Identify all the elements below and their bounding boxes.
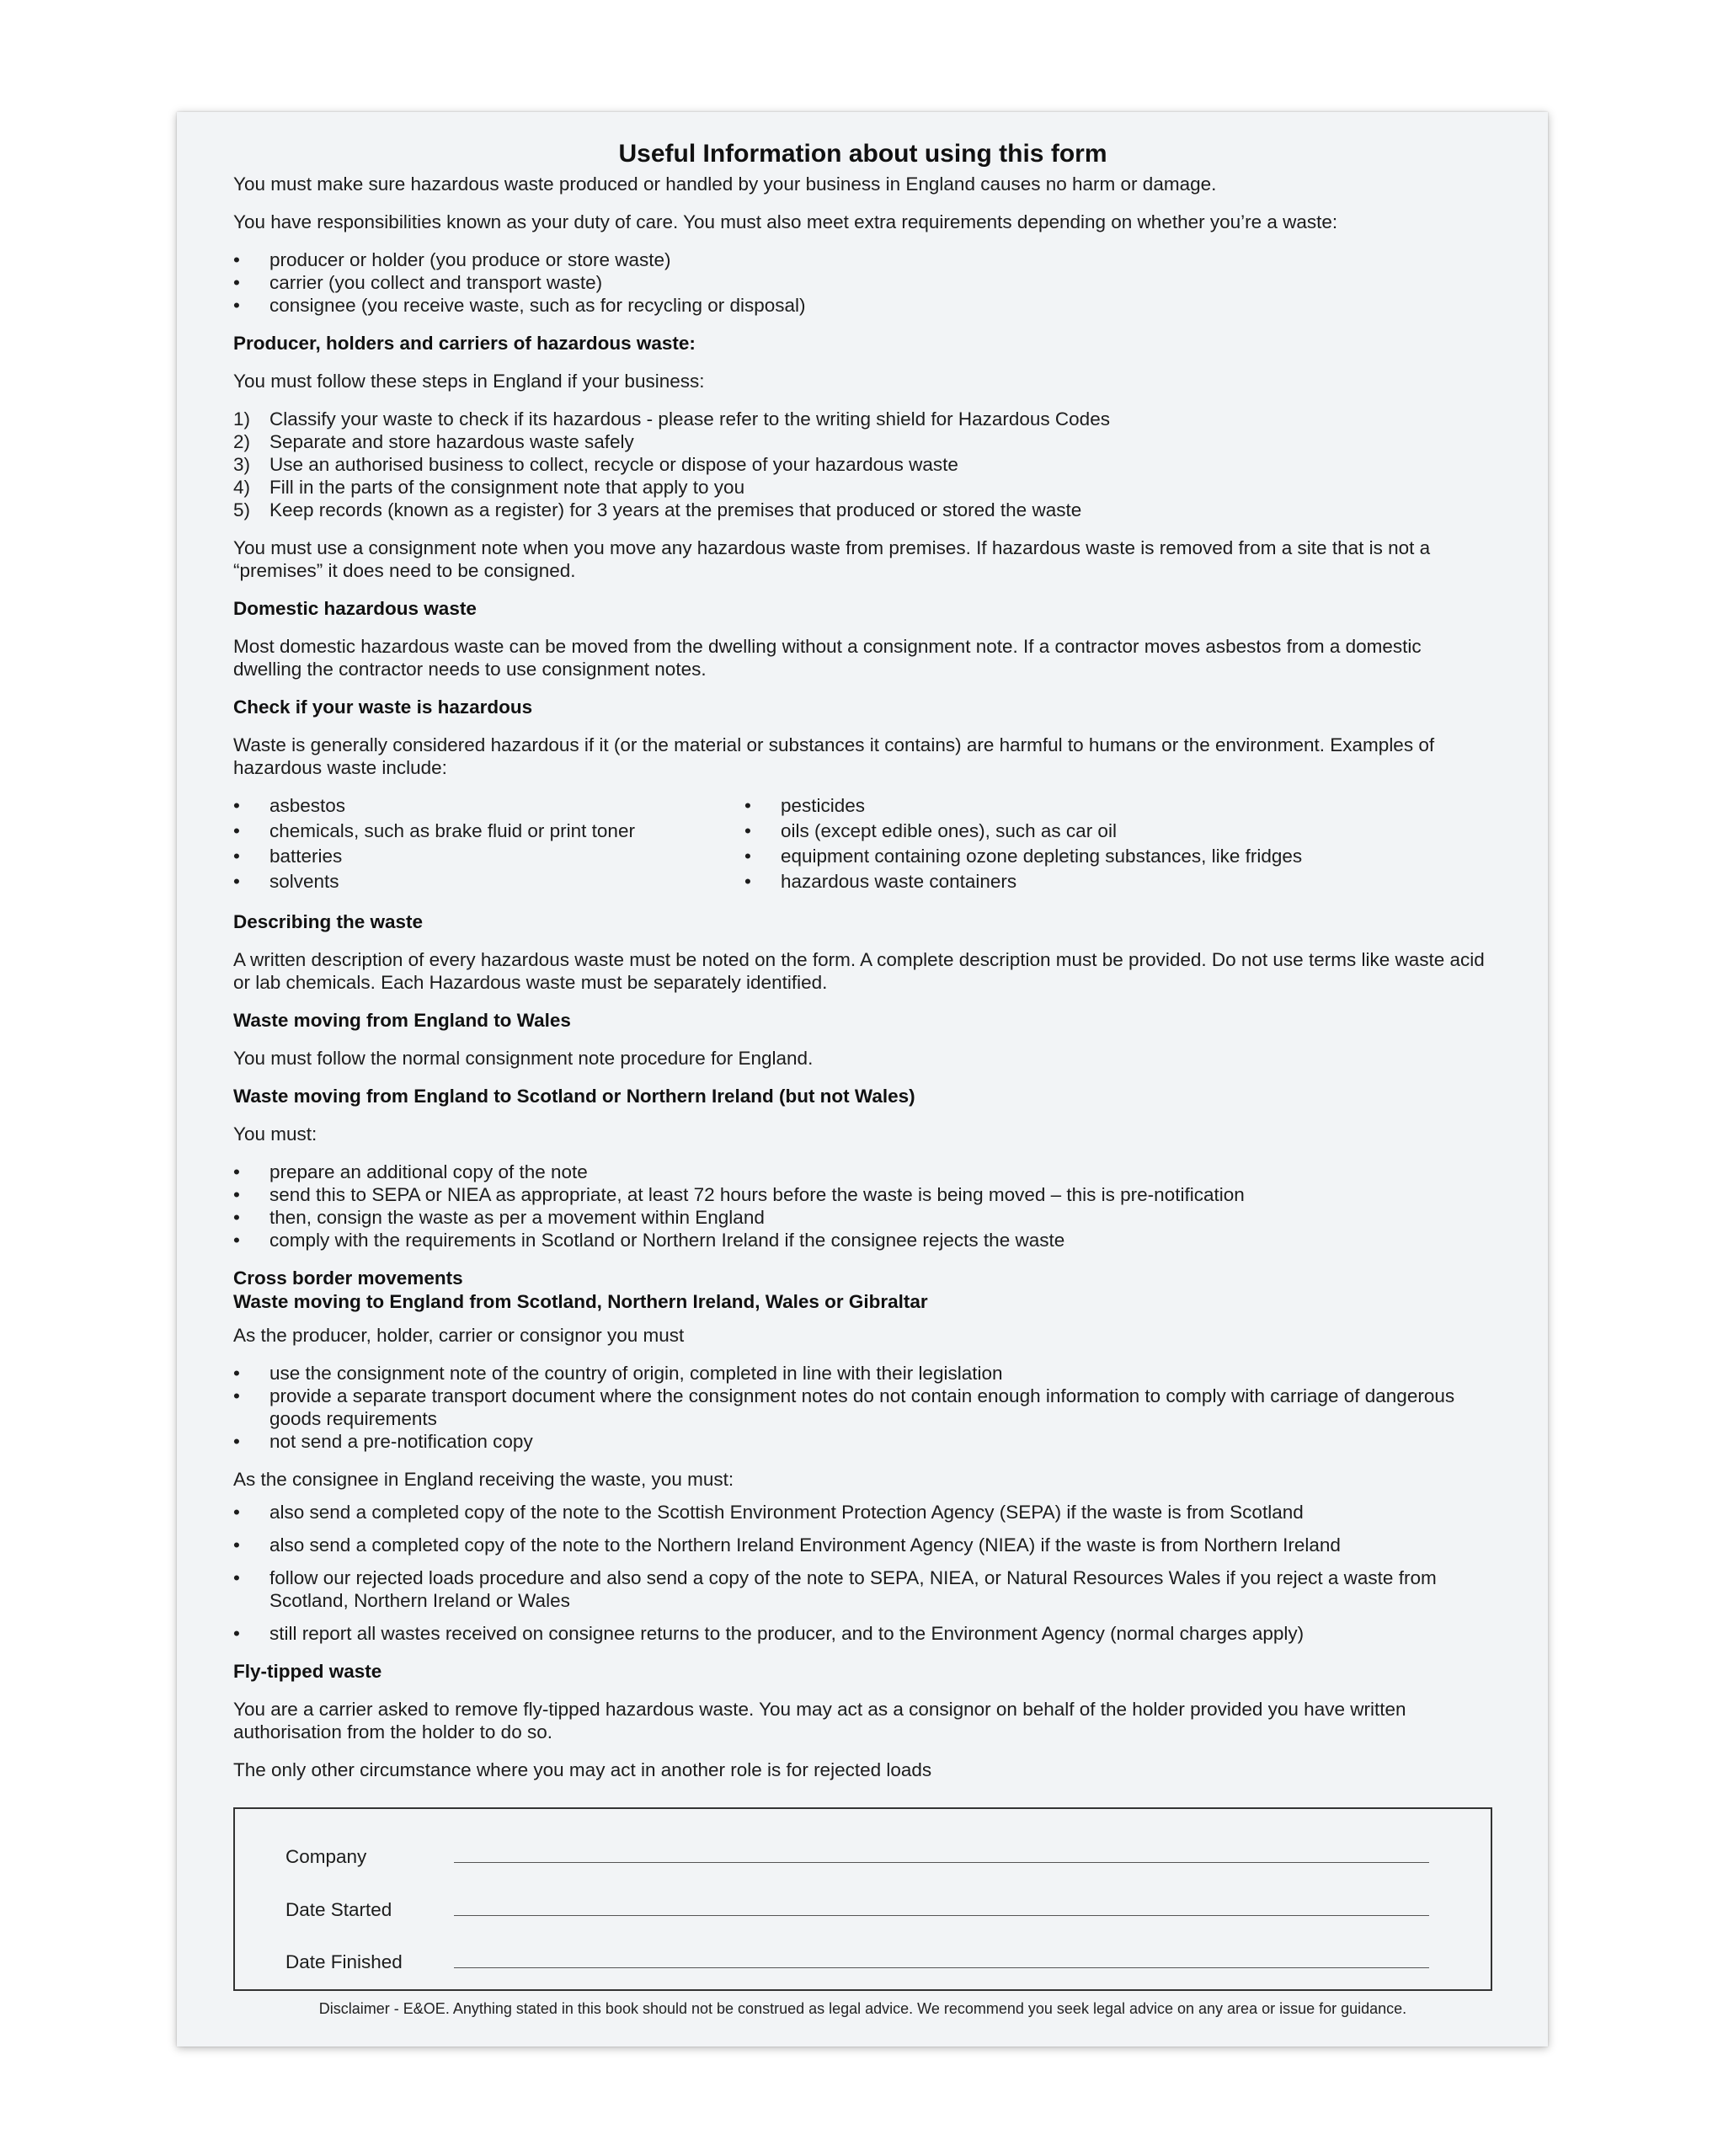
list-item: • not send a pre-notification copy xyxy=(233,1431,533,1452)
page-content xyxy=(233,137,1492,1796)
section-heading: Domestic hazardous waste xyxy=(233,598,477,619)
list-item: • then, consign the waste as per a movement within England xyxy=(233,1207,765,1228)
date-finished-row xyxy=(285,1943,1429,1977)
roles-list xyxy=(233,248,1492,317)
intro-paragraph: You have responsibilities known as your duty of care. You must also meet extra requirements depending on whether you’re a waste: xyxy=(233,211,1338,232)
list-item: 1) Classify your waste to check if its hazardous - please refer to the writing shield for Hazardous Codes xyxy=(233,408,1110,430)
section-text: A written description of every hazardous waste must be noted on the form. A complete description must be provided. Do not use terms like waste acid or lab chemicals. Each Hazardous waste must be separately identified. xyxy=(233,949,1485,993)
date-finished-field[interactable] xyxy=(454,1967,1429,1968)
section-heading: Producer, holders and carriers of hazardous waste: xyxy=(233,333,696,354)
list-item: • still report all wastes received on consignee returns to the producer, and to the Environment Agency (normal charges apply) xyxy=(233,1623,1305,1644)
list-item: • carrier (you collect and transport waste) xyxy=(233,272,603,293)
list-item: • producer or holder (you produce or store waste) xyxy=(233,249,671,270)
section-heading: Waste moving from England to Scotland or Northern Ireland (but not Wales) xyxy=(233,1086,915,1107)
list-item: • batteries xyxy=(233,846,343,867)
list-item: • chemicals, such as brake fluid or print toner xyxy=(233,820,635,841)
scotland-list xyxy=(233,1161,1492,1251)
section-heading: Check if your waste is hazardous xyxy=(233,696,533,718)
list-item: 3) Use an authorised business to collect, recycle or dispose of your hazardous waste xyxy=(233,454,958,475)
examples-list-left xyxy=(233,794,744,895)
section-heading: Waste moving from England to Wales xyxy=(233,1010,571,1031)
list-item: • oils (except edible ones), such as car oil xyxy=(744,820,1117,841)
steps-list xyxy=(233,408,1492,521)
section-text: You must follow the normal consignment note procedure for England. xyxy=(233,1048,814,1069)
section-text: Most domestic hazardous waste can be moved from the dwelling without a consignment note. If a contractor moves asbestos from a domestic dwelling the contractor needs to use consignment notes. xyxy=(233,636,1422,680)
section-text: Waste is generally considered hazardous if it (or the material or substances it contains) are harmful to humans or the environment. Examples of hazardous waste include: xyxy=(233,734,1435,778)
examples-list-right xyxy=(744,794,1492,895)
section-heading: Describing the waste xyxy=(233,911,424,932)
section-text: You must use a consignment note when you move any hazardous waste from premises. If hazardous waste is removed from a site that is not a “premises” it does need to be consigned. xyxy=(233,537,1431,581)
examples-columns xyxy=(233,794,1492,895)
section-text: You are a carrier asked to remove fly-tipped hazardous waste. You may act as a consignor on behalf of the holder provided you have written authorisation from the holder to do so. xyxy=(233,1699,1406,1742)
section-text: You must follow these steps in England if your business: xyxy=(233,371,705,392)
list-item: 2) Separate and store hazardous waste safely xyxy=(233,431,634,452)
list-item: • follow our rejected loads procedure and also send a copy of the note to SEPA, NIEA, or Natural Resources Wales if you reject a waste from Scotland, Northern Ireland or Wales xyxy=(233,1567,1437,1611)
list-item: • prepare an additional copy of the note xyxy=(233,1161,588,1182)
cross-border-list xyxy=(233,1362,1492,1453)
company-label: Company xyxy=(285,1846,367,1867)
company-row xyxy=(285,1838,1429,1871)
list-item: • use the consignment note of the country of origin, completed in line with their legislation xyxy=(233,1363,1003,1384)
list-item: 5) Keep records (known as a register) for 3 years at the premises that produced or stored the waste xyxy=(233,499,1082,520)
section-heading: Cross border movements xyxy=(233,1267,463,1289)
section-text: As the producer, holder, carrier or consignor you must xyxy=(233,1325,685,1346)
list-item: • consignee (you receive waste, such as for recycling or disposal) xyxy=(233,295,806,316)
intro-paragraph: You must make sure hazardous waste produced or handled by your business in England causes no harm or damage. xyxy=(233,173,1217,195)
section-text: The only other circumstance where you may act in another role is for rejected loads xyxy=(233,1759,932,1780)
disclaimer: Disclaimer - E&OE. Anything stated in this book should not be construed as legal advice. We recommend you seek legal advice on any area or issue for guidance. xyxy=(318,2000,1407,2017)
list-item: • asbestos xyxy=(233,795,346,816)
section-subheading: Waste moving to England from Scotland, Northern Ireland, Wales or Gibraltar xyxy=(233,1291,928,1312)
list-item: • solvents xyxy=(233,871,339,892)
list-item: • hazardous waste containers xyxy=(744,871,1017,892)
date-finished-label: Date Finished xyxy=(285,1951,403,1972)
list-item: • comply with the requirements in Scotland or Northern Ireland if the consignee rejects the waste xyxy=(233,1230,1065,1251)
date-started-label: Date Started xyxy=(285,1899,392,1920)
section-heading: Fly-tipped waste xyxy=(233,1661,382,1682)
page-title: Useful Information about using this form xyxy=(618,140,1107,168)
document-page xyxy=(177,112,1548,2047)
list-item: • pesticides xyxy=(744,795,866,816)
section-text: You must: xyxy=(233,1123,317,1145)
consignee-list xyxy=(233,1501,1492,1645)
list-item: • send this to SEPA or NIEA as appropriate, at least 72 hours before the waste is being moved – this is pre-notification xyxy=(233,1184,1245,1205)
record-box xyxy=(233,1807,1492,1991)
list-item: • provide a separate transport document where the consignment notes do not contain enough information to comply with carriage of dangerous goods requirements xyxy=(233,1385,1455,1429)
date-started-row xyxy=(285,1891,1429,1924)
list-item: 4) Fill in the parts of the consignment note that apply to you xyxy=(233,477,745,498)
date-started-field[interactable] xyxy=(454,1915,1429,1916)
list-item: • also send a completed copy of the note to the Northern Ireland Environment Agency (NIEA) if the waste is from Northern Ireland xyxy=(233,1534,1341,1556)
company-field[interactable] xyxy=(454,1862,1429,1863)
list-item: • also send a completed copy of the note to the Scottish Environment Protection Agency (SEPA) if the waste is from Scotland xyxy=(233,1502,1304,1523)
list-item: • equipment containing ozone depleting substances, like fridges xyxy=(744,846,1303,867)
section-text: As the consignee in England receiving the waste, you must: xyxy=(233,1469,734,1490)
